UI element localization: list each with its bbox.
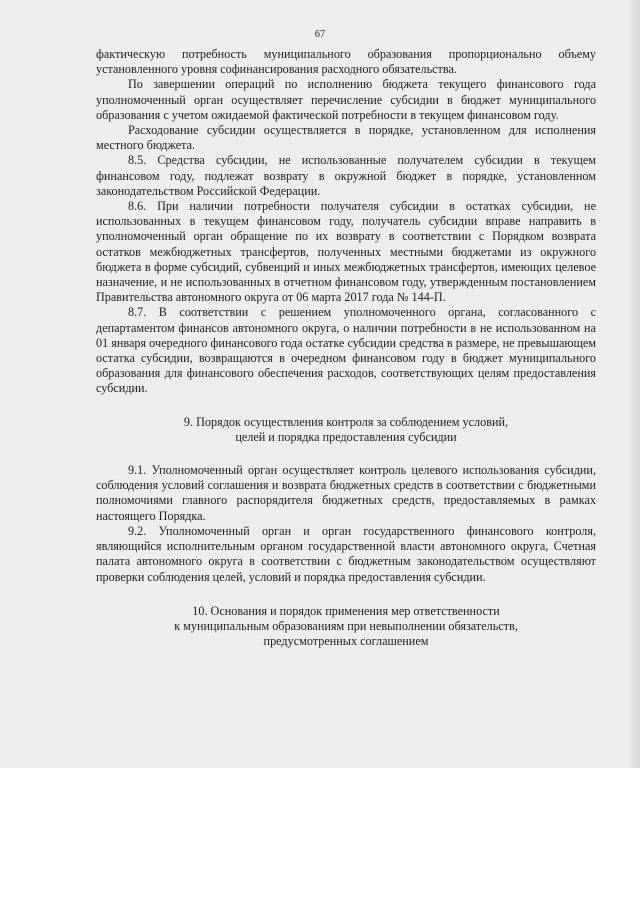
section-9-heading-line: 9. Порядок осуществления контроля за соблюдением условий, bbox=[183, 414, 509, 429]
section-9-heading bbox=[96, 415, 596, 445]
paragraph-8-5: 8.5. Средства субсидии, не использованные получателем субсидии в текущем финансовом году, подлежат возврату в окружной бюджет в порядке, установленном законодательством Российской Федерации. bbox=[96, 153, 596, 198]
section-10-heading-line: 10. Основания и порядок применения мер ответственности bbox=[192, 603, 500, 618]
page-number: 67 bbox=[314, 29, 326, 40]
section-10-heading bbox=[96, 604, 596, 650]
document-body bbox=[96, 47, 596, 649]
paragraph: По завершении операций по исполнению бюджета текущего финансового года уполномоченный орган осуществляет перечисление субсидии в бюджет муниципального образования с учетом ожидаемой фактической потребности в текущем финансовом году. bbox=[96, 77, 596, 122]
paragraph: фактическую потребность муниципального образования пропорционально объему установленного уровня софинансирования расходного обязательства. bbox=[96, 47, 596, 77]
paragraph-9-2: 9.2. Уполномоченный орган и орган государственного финансового контроля, являющийся исполнительным органом государственной власти автономного округа, Счетная палата автономного округа в соответствии с бюджетным законодательством осуществляют проверки соблюдения целей, условий и порядка предоставления субсидии. bbox=[96, 523, 596, 584]
paragraph: Расходование субсидии осуществляется в порядке, установленном для исполнения местного бюджета. bbox=[96, 123, 596, 153]
section-10-heading-line: к муниципальным образованиям при невыполнении обязательств, bbox=[174, 618, 518, 633]
paragraph-8-6: 8.6. При наличии потребности получателя субсидии в остатках субсидии, не использованных в текущем финансовом году, получатель субсидии вправе направить в уполномоченный орган обращение по их возврату в соответствии с Порядком возврата остатков межбюджетных трансфертов, полученных местными бюджетами из окружного бюджета в форме субсидий, субвенций и иных межбюджетных трансфертов, имеющих целевое назначение, и не использованных в отчетном финансовом году, утвержденным постановлением Правительства автономного округа от 06 марта 2017 года № 144-П. bbox=[96, 199, 596, 305]
paragraph-8-7: 8.7. В соответствии с решением уполномоченного органа, согласованного с департаментом финансов автономного округа, о наличии потребности в не использованном на 01 января очередного финансового года остатке субсидии средства в размере, не превышающем остатка субсидии, возвращаются в очередном финансовом году в бюджет муниципального образования для финансового обеспечения расходов, соответствующих целям предоставления субсидии. bbox=[96, 305, 596, 396]
section-9-heading-line: целей и порядка предоставления субсидии bbox=[235, 429, 457, 444]
section-10-heading-line: предусмотренных соглашением bbox=[263, 634, 429, 649]
paragraph-9-1: 9.1. Уполномоченный орган осуществляет контроль целевого использования субсидии, соблюдения условий соглашения и возврата бюджетных средств в соответствии с бюджетными полномочиями главного распорядителя бюджетных средств, предоставляемых в рамках настоящего Порядка. bbox=[96, 463, 596, 523]
